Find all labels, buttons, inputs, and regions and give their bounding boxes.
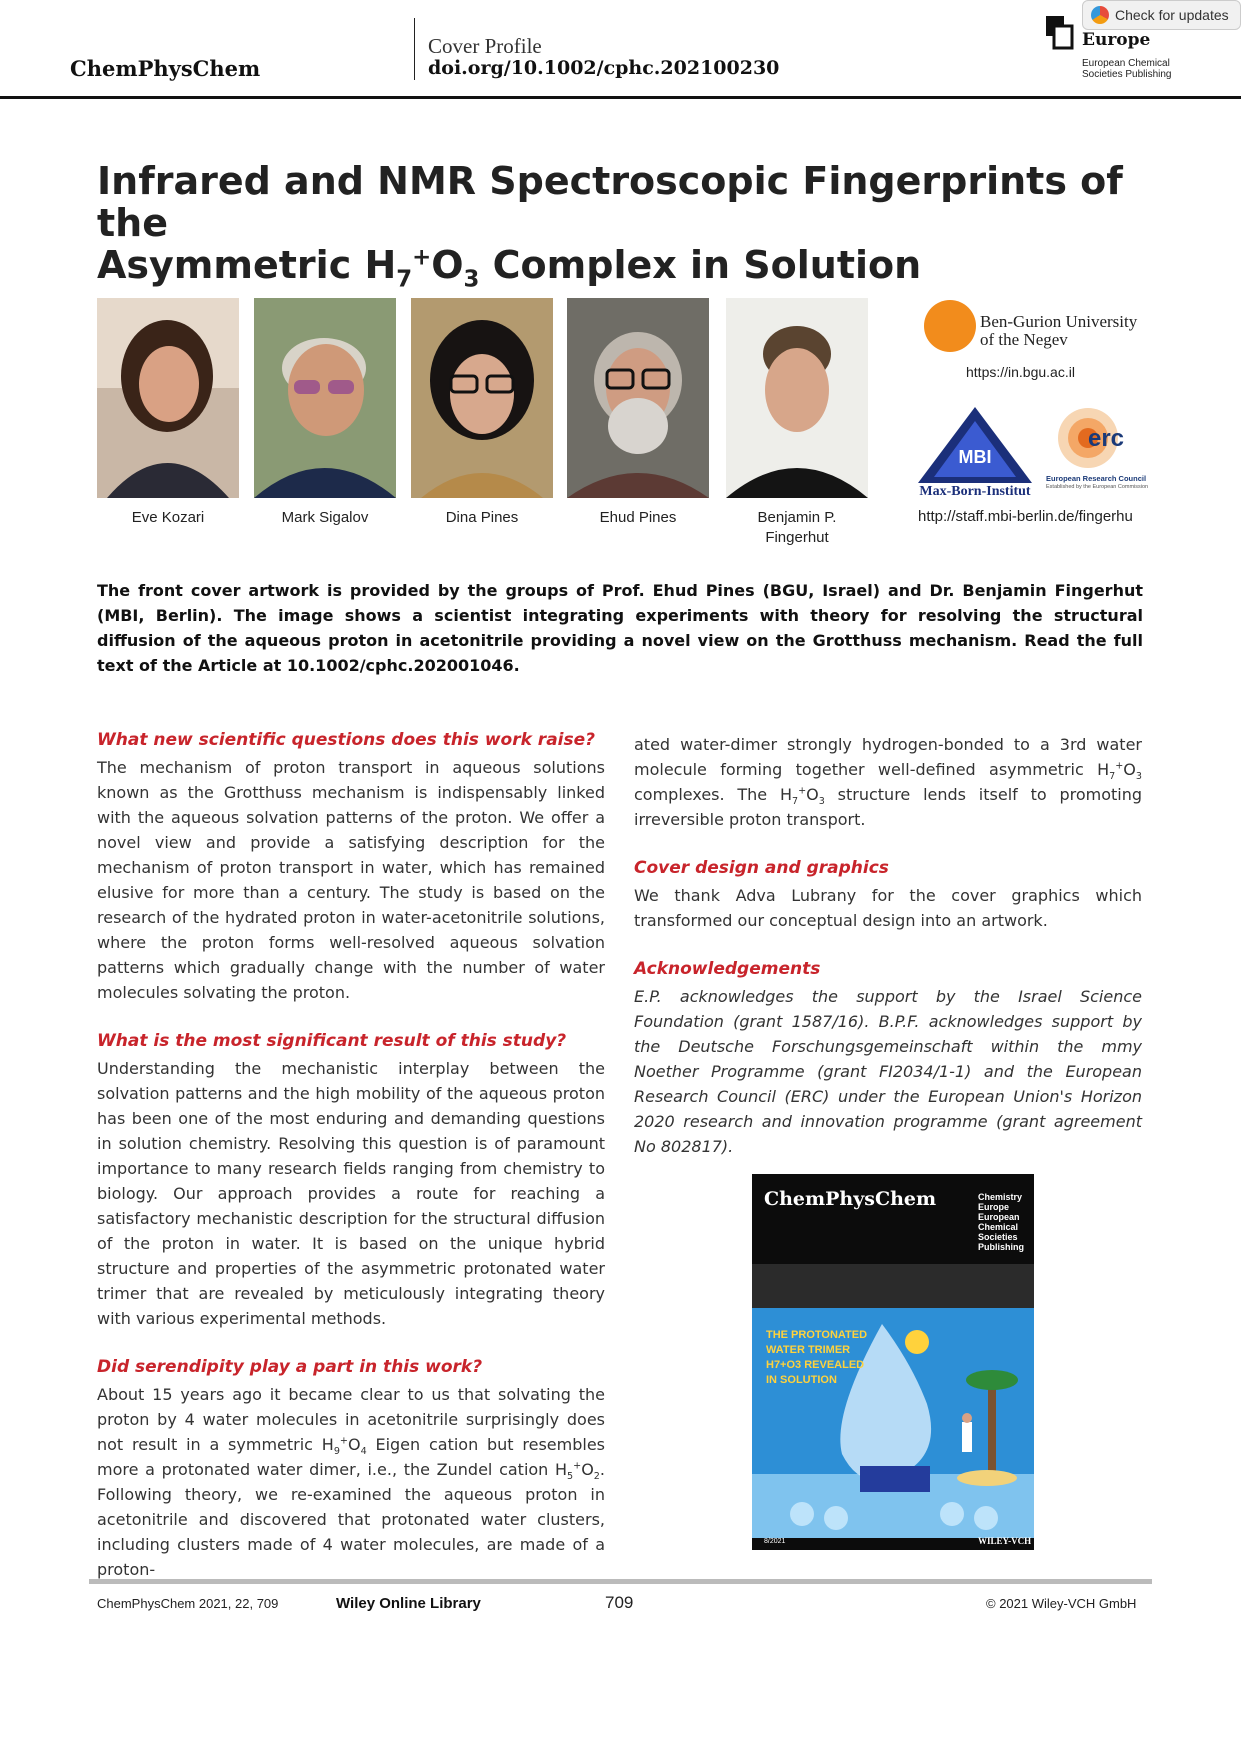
doi-link[interactable]: doi.org/10.1002/cphc.202100230 (428, 57, 780, 79)
erc-subtitle: Established by the European Commission (1046, 484, 1149, 490)
section-body: E.P. acknowledges the support by the Israel Science Foundation (grant 1587/16). B.P.F. acknowledges support by the Deutsche Forschungsgemeinschaft within the mmy Noether Programme (grant FI2034/1-1) and the European Research Council (ERC) under the European Union's Horizon 2020 research and innovation programme (grant agreement No 802817). (634, 987, 1142, 1156)
section-body: Understanding the mechanistic interplay between the solvation patterns and the high mobility of the aqueous proton has been one of the most enduring and demanding questions in solution chemistry. Resolving this question is of paramount importance to many research fields ranging from chemistry to biology. Our approach provides a route for reaching a satisfactory mechanistic description for the structural diffusion of the proton in water. It is based on the unique hybrid structure and properties of the asymmetric protonated water trimer that are revealed by meticulously integrating theory with various experimental methods. (97, 1059, 605, 1328)
bgu-url[interactable]: https://in.bgu.ac.il (966, 364, 1075, 380)
crossmark-icon (1091, 6, 1109, 24)
abstract: The front cover artwork is provided by the groups of Prof. Ehud Pines (BGU, Israel) and Dr. Benjamin Fingerhut (MBI, Berlin). The image shows a scientist integrating experiments with theory for resolving the structural diffusion of the aqueous proton in acetonitrile providing a novel view on the Grotthuss mechanism. Read the full text of the Article at 10.1002/cphc.202001046. (97, 581, 1143, 675)
section-body: ated water-dimer strongly hydrogen-bonded to a 3rd water molecule forming together well-defined asymmetric $H_7^+O_3$ complexes. The $H_7^+O_3$ structure lends itself to promoting irreversible proton transport. (634, 735, 1142, 829)
author-photo (726, 298, 868, 498)
publisher-name: Europe (1082, 30, 1151, 50)
footer-citation: ChemPhysChem 2021, 22, 709 (97, 1596, 279, 1611)
title-line-1: Infrared and NMR Spectroscopic Fingerprints of the (97, 159, 1123, 245)
erc-logo-text: erc (1087, 425, 1125, 452)
bgu-name: Ben-Gurion University of the Negev (980, 312, 1138, 349)
mbi-logo-text: MBI (958, 447, 992, 467)
section-heading: Cover design and graphics (634, 858, 889, 878)
bgu-logo-icon (924, 300, 976, 352)
section-heading: Acknowledgements (634, 959, 821, 979)
section-body: About 15 years ago it became clear to us that solvating the proton by 4 water molecules in acetonitrile surprisingly does not result in a symmetric $H_9^+O_4$ Eigen cation but resembles more a protonated water dimer, i.e., the Zundel cation $H_5^+O_2$. Following theory, we re-examined the aqueous proton in acetonitrile and discovered that protonated water clusters, including clusters made of 4 water molecules, are made of a proton- (97, 1385, 606, 1579)
article-title (97, 159, 1147, 293)
check-updates-button[interactable] (1082, 0, 1241, 30)
page-number: 709 (605, 1593, 634, 1612)
section-heading: Did serendipity play a part in this work? (97, 1357, 483, 1377)
author-photo (411, 298, 553, 498)
author-name: Mark Sigalov (281, 509, 369, 526)
left-column (97, 728, 605, 1606)
section-heading: What is the most significant result of this study? (97, 1031, 567, 1051)
mbi-url[interactable]: http://staff.mbi-berlin.de/fingerhu (918, 508, 1133, 525)
mbi-logo-icon (916, 405, 1034, 485)
check-updates-label: Check for updates (1115, 7, 1229, 23)
header-rule (0, 96, 1241, 99)
mbi-name: Max-Born-Institut (919, 484, 1031, 499)
cover-wiley: WILEY-VCH (978, 1536, 1032, 1546)
cover-issue: 8/2021 (764, 1538, 786, 1545)
wiley-online-library-link[interactable]: Wiley Online Library (336, 1595, 481, 1612)
author-name: Dina Pines (445, 509, 519, 526)
cover-journal-name: ChemPhysChem (764, 1188, 937, 1210)
header-divider (414, 18, 415, 80)
section-body: The mechanism of proton transport in aqueous solutions known as the Grotthuss mechanism is indispensably linked with the aqueous solvation patterns of the proton. We offer a novel view and provide a satisfying description for the mechanism of proton transport in water, which has remained elusive for more than a century. The study is based on the research of the hydrated proton in water-acetonitrile solutions, where the proton forms well-resolved aqueous solvation patterns which gradually change with the number of water molecules solvating the proton. (97, 758, 605, 1002)
author-name: Benjamin P. Fingerhut (757, 509, 837, 546)
author-photo (97, 298, 239, 498)
author-name: Ehud Pines (599, 509, 677, 526)
publisher-subtitle: European Chemical Societies Publishing (1082, 58, 1172, 80)
right-column (634, 732, 1142, 1183)
footer-rule (89, 1579, 1152, 1584)
journal-name: ChemPhysChem (70, 56, 261, 81)
chemistry-europe-icon (1046, 16, 1076, 50)
erc-logo-icon (1048, 402, 1134, 472)
cover-publisher: Chemistry Europe European Chemical Societies Publishing (978, 1192, 1024, 1252)
title-line-2: Asymmetric $H_7^+O_3$ Complex in Solution (97, 243, 922, 293)
section-body: We thank Adva Lubrany for the cover graphics which transformed our conceptual design into an artwork. (634, 886, 1142, 930)
section-heading: What new scientific questions does this work raise? (97, 730, 595, 750)
section-label: Cover Profile (428, 34, 542, 58)
author-photo (254, 298, 396, 498)
erc-name: European Research Council (1046, 474, 1147, 483)
author-photo (567, 298, 709, 498)
footer-copyright: © 2021 Wiley-VCH GmbH (986, 1596, 1137, 1611)
author-name: Eve Kozari (131, 509, 205, 526)
cover-headline: THE PROTONATED WATER TRIMER H7+O3 REVEALED IN SOLUTION (766, 1329, 868, 1386)
